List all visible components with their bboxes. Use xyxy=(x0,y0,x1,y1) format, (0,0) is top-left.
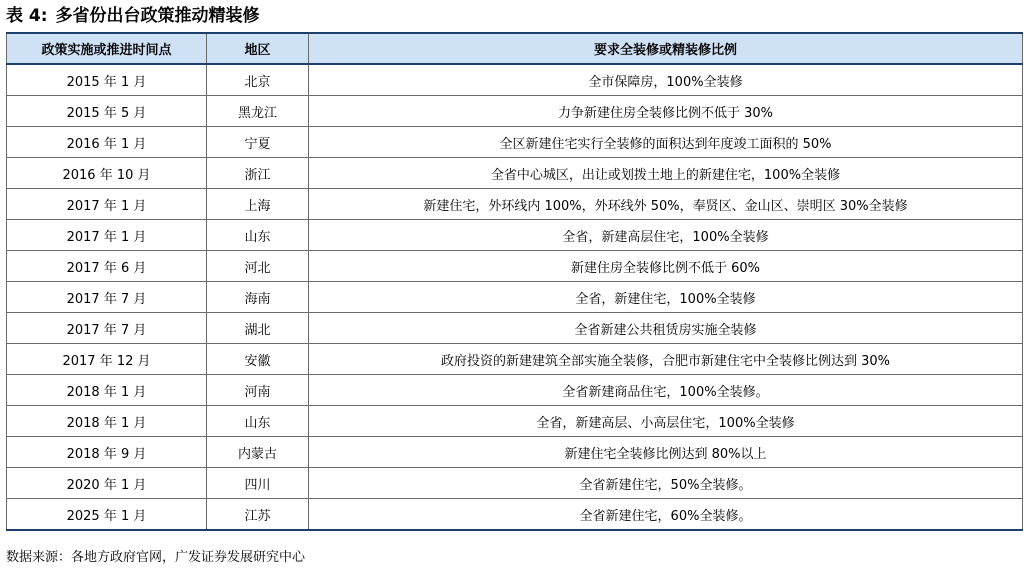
cell-requirement: 新建住宅全装修比例达到 80%以上 xyxy=(309,437,1023,468)
table-title xyxy=(6,4,260,28)
table-row xyxy=(7,282,1023,313)
cell-requirement: 新建住房全装修比例不低于 60% xyxy=(309,251,1023,282)
table-row xyxy=(7,468,1023,499)
table-row xyxy=(7,344,1023,375)
table-row xyxy=(7,64,1023,96)
table-row xyxy=(7,251,1023,282)
table-row xyxy=(7,406,1023,437)
table-row xyxy=(7,375,1023,406)
cell-time: 2017 年 6 月 xyxy=(7,251,207,282)
cell-requirement: 全省中心城区，出让或划拨土地上的新建住宅，100%全装修 xyxy=(309,158,1023,189)
table-row xyxy=(7,96,1023,127)
cell-time: 2018 年 1 月 xyxy=(7,375,207,406)
policy-table xyxy=(6,32,1023,531)
table-row xyxy=(7,499,1023,531)
cell-region: 上海 xyxy=(207,189,309,220)
header-region: 地区 xyxy=(207,33,309,64)
source-note: 数据来源：各地方政府官网，广发证券发展研究中心 xyxy=(6,550,306,565)
table-row xyxy=(7,189,1023,220)
cell-region: 安徽 xyxy=(207,344,309,375)
cell-requirement: 全省新建住宅，50%全装修。 xyxy=(309,468,1023,499)
cell-region: 山东 xyxy=(207,406,309,437)
cell-requirement: 全省，新建住宅，100%全装修 xyxy=(309,282,1023,313)
cell-requirement: 政府投资的新建建筑全部实施全装修，合肥市新建住宅中全装修比例达到 30% xyxy=(309,344,1023,375)
header-time: 政策实施或推进时间点 xyxy=(7,33,207,64)
policy-table-container xyxy=(6,32,1022,531)
cell-region: 北京 xyxy=(207,64,309,96)
cell-requirement: 全区新建住宅实行全装修的面积达到年度竣工面积的 50% xyxy=(309,127,1023,158)
cell-time: 2018 年 1 月 xyxy=(7,406,207,437)
cell-region: 宁夏 xyxy=(207,127,309,158)
cell-region: 海南 xyxy=(207,282,309,313)
table-row xyxy=(7,127,1023,158)
cell-requirement: 全省，新建高层、小高层住宅，100%全装修 xyxy=(309,406,1023,437)
header-row xyxy=(7,33,1023,64)
table-number: 表 4: xyxy=(6,6,48,26)
cell-time: 2017 年 7 月 xyxy=(7,313,207,344)
cell-time: 2017 年 1 月 xyxy=(7,220,207,251)
cell-time: 2020 年 1 月 xyxy=(7,468,207,499)
cell-time: 2017 年 7 月 xyxy=(7,282,207,313)
cell-time: 2015 年 5 月 xyxy=(7,96,207,127)
cell-region: 黑龙江 xyxy=(207,96,309,127)
cell-time: 2017 年 1 月 xyxy=(7,189,207,220)
cell-time: 2015 年 1 月 xyxy=(7,64,207,96)
cell-region: 四川 xyxy=(207,468,309,499)
cell-time: 2025 年 1 月 xyxy=(7,499,207,531)
table-row xyxy=(7,158,1023,189)
cell-time: 2017 年 12 月 xyxy=(7,344,207,375)
cell-requirement: 全省新建商品住宅，100%全装修。 xyxy=(309,375,1023,406)
cell-requirement: 新建住宅，外环线内 100%，外环线外 50%，奉贤区、金山区、崇明区 30%全装修 xyxy=(309,189,1023,220)
table-title-text: 多省份出台政策推动精装修 xyxy=(55,6,260,26)
cell-requirement: 全市保障房，100%全装修 xyxy=(309,64,1023,96)
cell-region: 河北 xyxy=(207,251,309,282)
table-row xyxy=(7,313,1023,344)
header-requirement: 要求全装修或精装修比例 xyxy=(309,33,1023,64)
cell-requirement: 全省新建公共租赁房实施全装修 xyxy=(309,313,1023,344)
cell-region: 山东 xyxy=(207,220,309,251)
cell-region: 湖北 xyxy=(207,313,309,344)
cell-time: 2018 年 9 月 xyxy=(7,437,207,468)
cell-region: 河南 xyxy=(207,375,309,406)
table-row xyxy=(7,220,1023,251)
table-row xyxy=(7,437,1023,468)
cell-requirement: 全省，新建高层住宅，100%全装修 xyxy=(309,220,1023,251)
cell-time: 2016 年 1 月 xyxy=(7,127,207,158)
cell-time: 2016 年 10 月 xyxy=(7,158,207,189)
cell-region: 浙江 xyxy=(207,158,309,189)
cell-region: 内蒙古 xyxy=(207,437,309,468)
cell-region: 江苏 xyxy=(207,499,309,531)
cell-requirement: 力争新建住房全装修比例不低于 30% xyxy=(309,96,1023,127)
cell-requirement: 全省新建住宅，60%全装修。 xyxy=(309,499,1023,531)
